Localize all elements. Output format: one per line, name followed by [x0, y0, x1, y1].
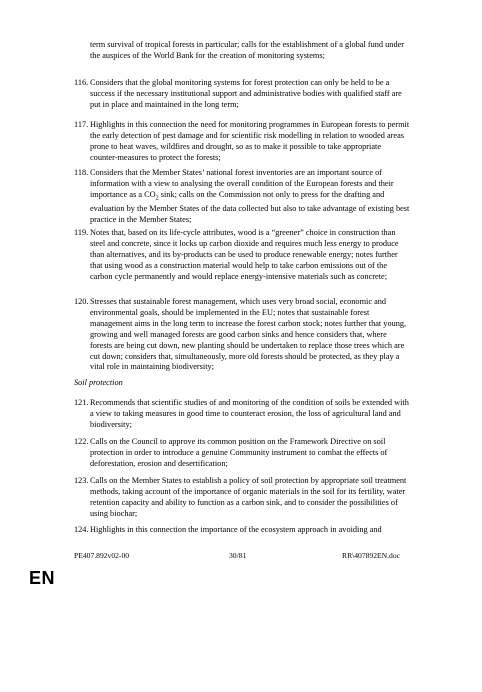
paragraph-124	[74, 525, 410, 536]
paragraph-number: 118.	[74, 168, 89, 177]
paragraph-number: 120.	[74, 297, 89, 306]
paragraph-text-part-1: Considers that the Member States’ national forest inventories are an important source of information with a view to analysing the overall condition of the European forests and their importance as a CO	[90, 168, 394, 199]
footer-page-number: 30/81	[229, 551, 247, 560]
section-heading: Soil protection	[74, 378, 123, 387]
paragraph-text: Notes that, based on its life-cycle attributes, wood is a “greener” choice in construction than steel and concrete, since it locks up carbon dioxide and requires much less energy to produce than alternatives, and its by-products can be used to produce renewable energy; notes further that using wood as a construction material would help to take carbon emissions out of the carbon cycle permanently and would replace energy-intensive materials such as concrete;	[90, 228, 399, 281]
paragraph-text	[90, 168, 410, 226]
co2-subscript: 2	[155, 195, 159, 202]
footer-document-id: PE407.892v02-00	[74, 551, 130, 560]
paragraph-number: 119.	[74, 228, 89, 237]
paragraph-122	[74, 437, 410, 470]
lead-paragraph-text: term survival of tropical forests in particular; calls for the establishment of a global fund under the auspices of the World Bank for the creation of monitoring systems;	[90, 40, 405, 60]
paragraph-123	[74, 476, 410, 520]
language-badge: EN	[29, 568, 56, 588]
paragraph-number: 123.	[74, 476, 89, 485]
paragraph-number: 121.	[74, 398, 89, 407]
footer-filename: RR\407892EN.doc	[342, 551, 401, 560]
paragraph-117	[74, 120, 410, 164]
paragraph-text: Recommends that scientific studies of and monitoring of the condition of soils be extended with a view to taking measures in good time to counteract erosion, the loss of agricultural land and biodiversity;	[90, 398, 409, 429]
paragraph-text-part-2: sink; calls on the Commission not only to press for the drafting and evaluation by the Member States of the data collected but also to take advantage of existing best practice in the Member States;	[90, 189, 410, 225]
paragraph-text: Considers that the global monitoring systems for forest protection can only be held to be a success if the necessary institutional support and administrative bodies with qualified staff are put in place and maintained in the long term;	[90, 78, 402, 109]
paragraph-number: 117.	[74, 120, 89, 129]
paragraph-text: Highlights in this connection the need for monitoring programmes in European forests to permit the early detection of pest damage and for scientific risk modelling in relation to wooded areas prone to heat waves, wildfires and drought, so as to make it possible to take appropriate counter-measures to protect the forests;	[90, 120, 410, 162]
paragraph-text: Highlights in this connection the importance of the ecosystem approach in avoiding and	[90, 525, 382, 534]
paragraph-120	[74, 297, 410, 373]
paragraph-119	[74, 228, 410, 283]
paragraph-text: Calls on the Council to approve its common position on the Framework Directive on soil protection in order to introduce a genuine Community instrument to combat the effects of deforestation, erosion and desertification;	[90, 437, 388, 468]
paragraph-118	[74, 168, 410, 226]
paragraph-text: Stresses that sustainable forest management, which uses very broad social, economic and environmental goals, should be implemented in the EU; notes that sustainable forest management aims in the long term to increase the forest carbon stock; notes further that young, growing and well managed forests are good carbon sinks and hence considers that, where forests are being cut down, new planting should be undertaken to replace those trees which are cut down; considers that, simultaneously, more old forests should be protected, as they play a vital role in maintaining biodiversity;	[90, 297, 407, 372]
paragraph-116	[74, 78, 410, 111]
paragraph-121	[74, 398, 410, 431]
paragraph-text: Calls on the Member States to establish a policy of soil protection by appropriate soil treatment methods, taking account of the importance of organic materials in the soil for its fertility, water retention capacity and ability to function as a carbon sink, and to consider the possibilities of using biochar;	[90, 476, 407, 518]
paragraph-number: 116.	[74, 78, 89, 87]
paragraph-number: 124.	[74, 525, 89, 534]
paragraph-number: 122.	[74, 437, 89, 446]
